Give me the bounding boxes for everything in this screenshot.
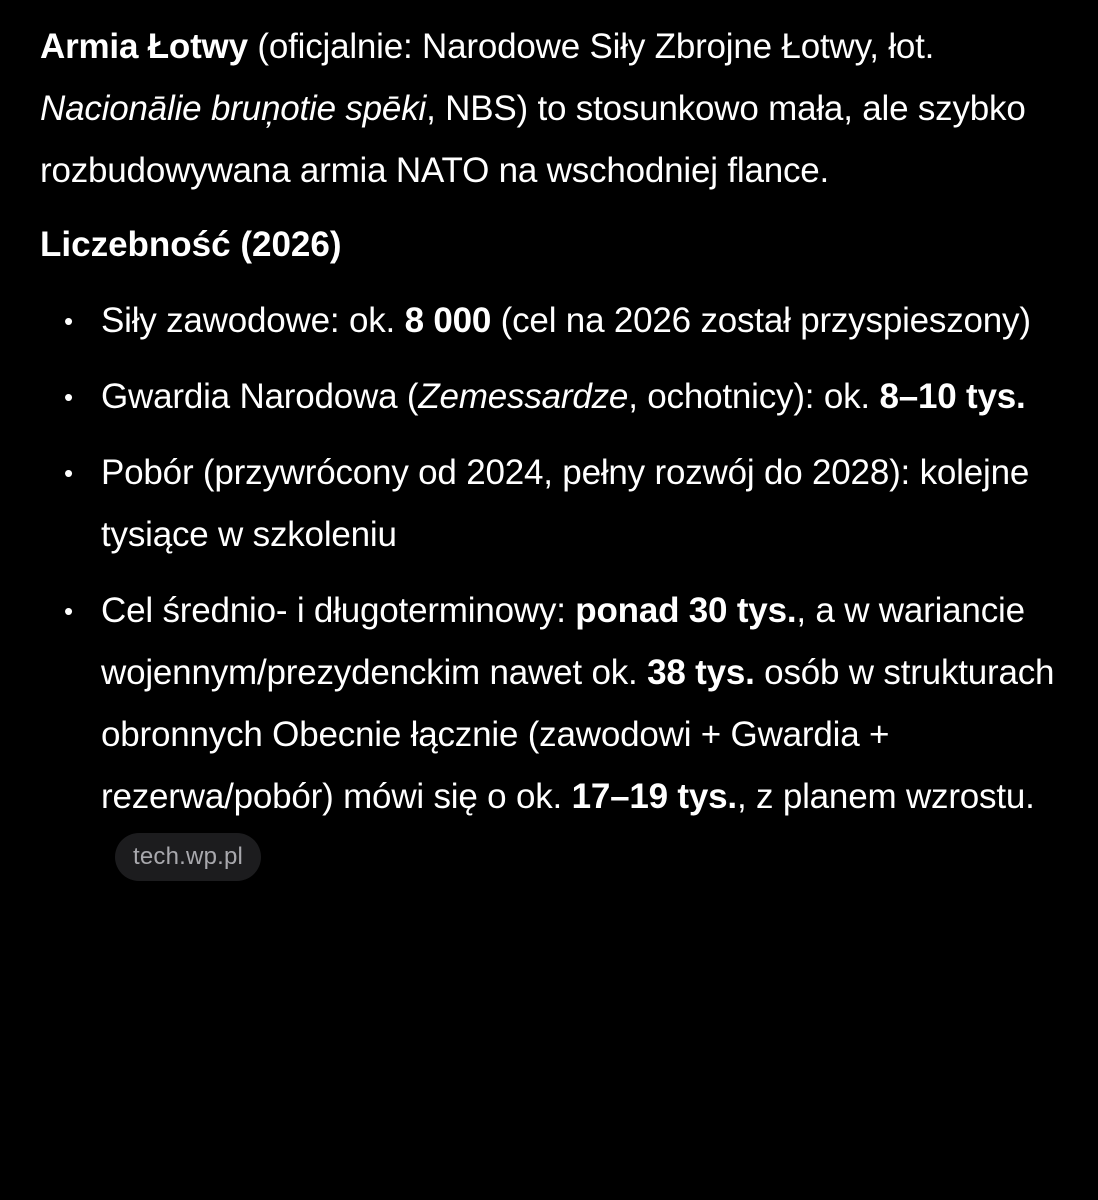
bullet-icon: • [64, 306, 73, 336]
item-bold: 17–19 tys. [571, 777, 737, 816]
list-item [40, 442, 1060, 566]
item-bold: ponad 30 tys. [575, 591, 797, 630]
bullet-icon: • [64, 382, 73, 412]
item-bold: 8 000 [404, 301, 492, 340]
source-link-chip[interactable]: tech.wp.pl [115, 833, 261, 881]
item-text: osób w strukturach obronnych Obecnie łącznie (zawodowi + Gwardia + rezerwa/pobór) mówi się o ok. [101, 653, 1055, 816]
intro-title: Armia Łotwy [40, 27, 248, 66]
item-text: , z planem wzrostu. [736, 777, 1035, 816]
item-bold: 8–10 tys. [879, 377, 1026, 416]
intro-paragraph [40, 16, 1060, 202]
bullet-list [40, 290, 1060, 890]
list-item [40, 580, 1060, 890]
section-heading: Liczebność (2026) [40, 225, 342, 264]
intro-italic-name: Nacionālie bruņotie spēki [40, 89, 427, 128]
intro-text-2: , NBS) to stosunkowo mała, ale szybko rozbudowywana armia NATO na wschodniej flance. [40, 89, 1026, 190]
item-bold: 38 tys. [647, 653, 755, 692]
item-italic: Zemessardze [418, 377, 629, 416]
bullet-icon: • [64, 596, 73, 626]
item-text: , a w wariancie wojennym/prezydenckim nawet ok. [101, 591, 1025, 692]
item-text: Pobór (przywrócony od 2024, pełny rozwój do 2028): kolejne tysiące w szkoleniu [101, 453, 1030, 554]
item-text: , ochotnicy): ok. [628, 377, 880, 416]
list-item [40, 366, 1060, 428]
item-text: Siły zawodowe: ok. [101, 301, 405, 340]
item-text: (cel na 2026 został przyspieszony) [491, 301, 1031, 340]
bullet-icon: • [64, 458, 73, 488]
intro-text-1: (oficjalnie: Narodowe Siły Zbrojne Łotwy, łot. [247, 27, 935, 66]
list-item [40, 290, 1060, 352]
item-text: Gwardia Narodowa ( [101, 377, 419, 416]
item-text: Cel średnio- i długoterminowy: [101, 591, 576, 630]
message-content [40, 16, 1060, 904]
